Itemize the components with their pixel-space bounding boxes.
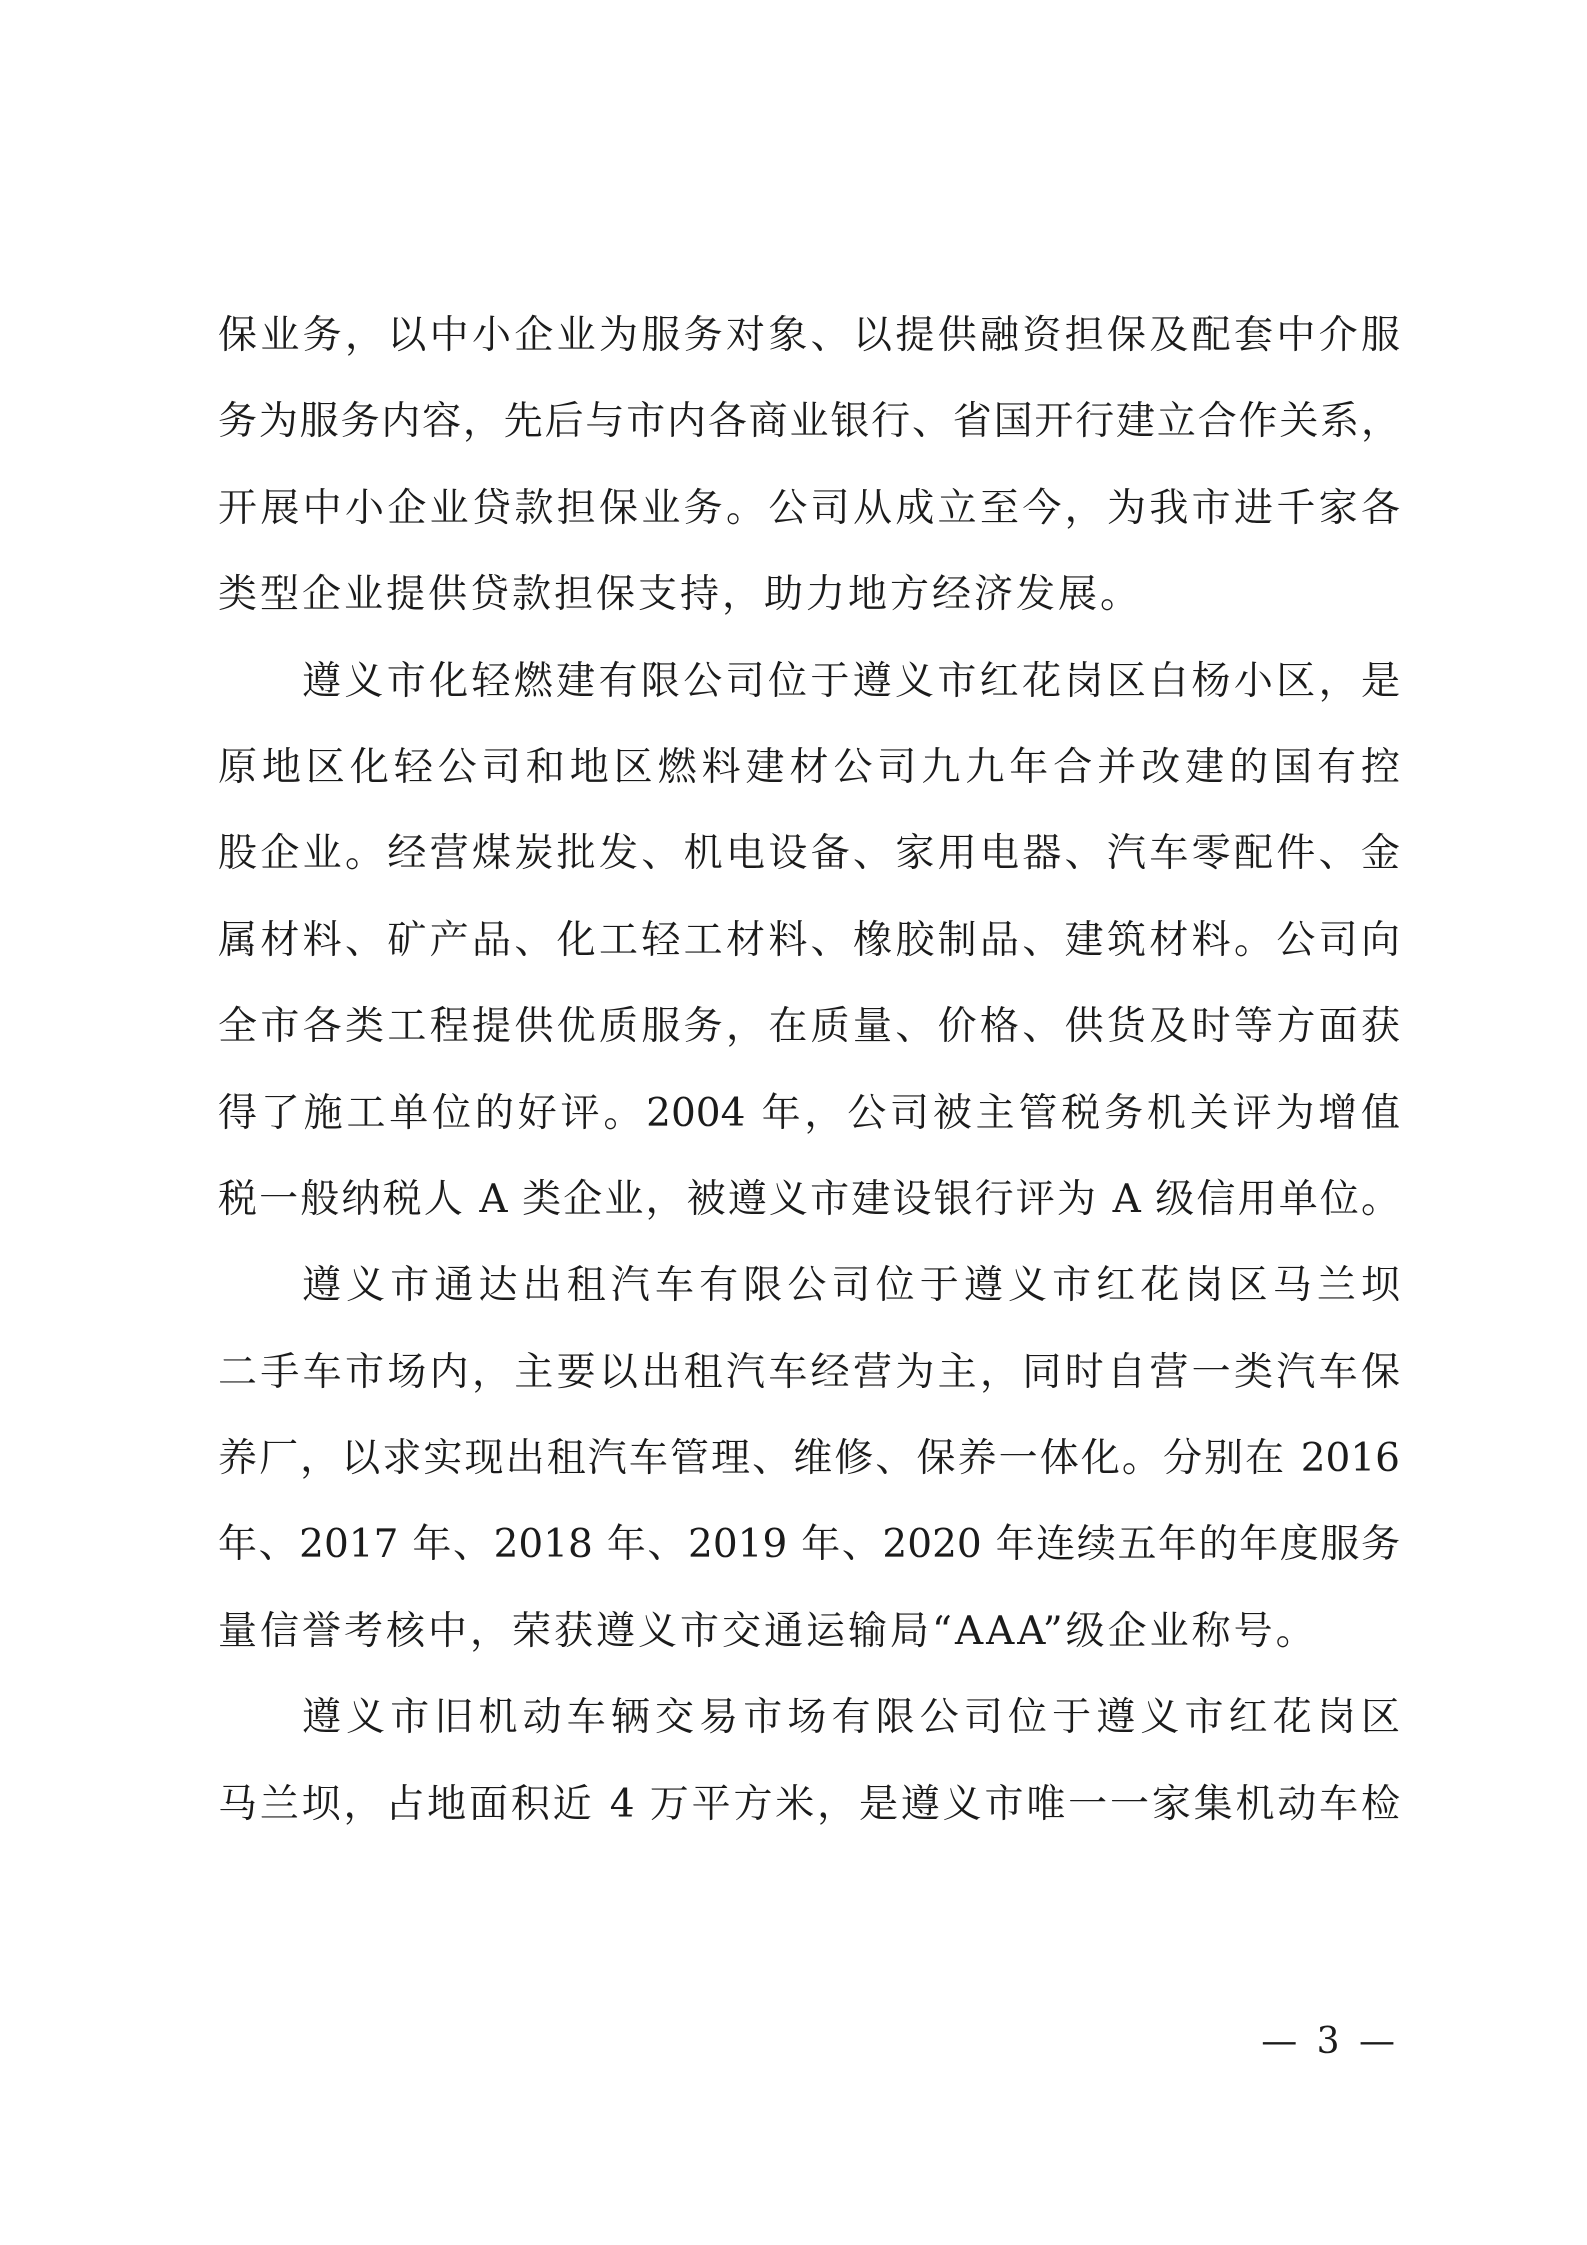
text-line: 遵义市通达出租汽车有限公司位于遵义市红花岗区马兰坝 [302,1263,1400,1309]
text-line: 全市各类工程提供优质服务，在质量、价格、供货及时等方面获 [218,1004,1400,1050]
page-number: — 3 — [1261,2021,1399,2062]
paragraph-tongda-taxi [218,1243,1400,1675]
text-line: 原地区化轻公司和地区燃料建材公司九九年合并改建的国有控 [218,744,1400,790]
text-line: 马兰坝，占地面积近 4 万平方米，是遵义市唯一一家集机动车检 [218,1781,1400,1827]
text-line: 股企业。经营煤炭批发、机电设备、家用电器、汽车零配件、金 [218,831,1400,877]
text-line: 保业务，以中小企业为服务对象、以提供融资担保及配套中介服 [218,313,1400,358]
text-line: 遵义市化轻燃建有限公司位于遵义市红花岗区白杨小区，是 [302,658,1400,704]
text-line: 开展中小企业贷款担保业务。公司从成立至今，为我市进千家各 [218,485,1400,531]
text-line: 得了施工单位的好评。2004 年，公司被主管税务机关评为增值 [218,1090,1400,1136]
text-line: 税一般纳税人 A 类企业，被遵义市建设银行评为 A 级信用单位。 [218,1176,1400,1222]
text-line: 务为服务内容，先后与市内各商业银行、省国开行建立合作关系， [218,399,1400,445]
text-line: 属材料、矿产品、化工轻工材料、橡胶制品、建筑材料。公司向 [218,917,1400,963]
text-line: 遵义市旧机动车辆交易市场有限公司位于遵义市红花岗区 [302,1695,1400,1741]
text-line: 二手车市场内，主要以出租汽车经营为主，同时自营一类汽车保 [218,1349,1400,1395]
document-body [218,293,1400,1848]
text-line: 量信誉考核中，荣获遵义市交通运输局“AAA”级企业称号。 [218,1608,1318,1654]
text-line: 养厂，以求实现出租汽车管理、维修、保养一体化。分别在 2016 [218,1436,1400,1482]
paragraph-used-vehicle-market [218,1675,1400,1848]
paragraph-huaqing-ranjian [218,639,1400,1244]
paragraph-guarantee-company [218,293,1400,639]
text-line: 年、2017 年、2018 年、2019 年、2020 年连续五年的年度服务 [218,1522,1400,1568]
text-line: 类型企业提供贷款担保支持，助力地方经济发展。 [218,572,1143,618]
